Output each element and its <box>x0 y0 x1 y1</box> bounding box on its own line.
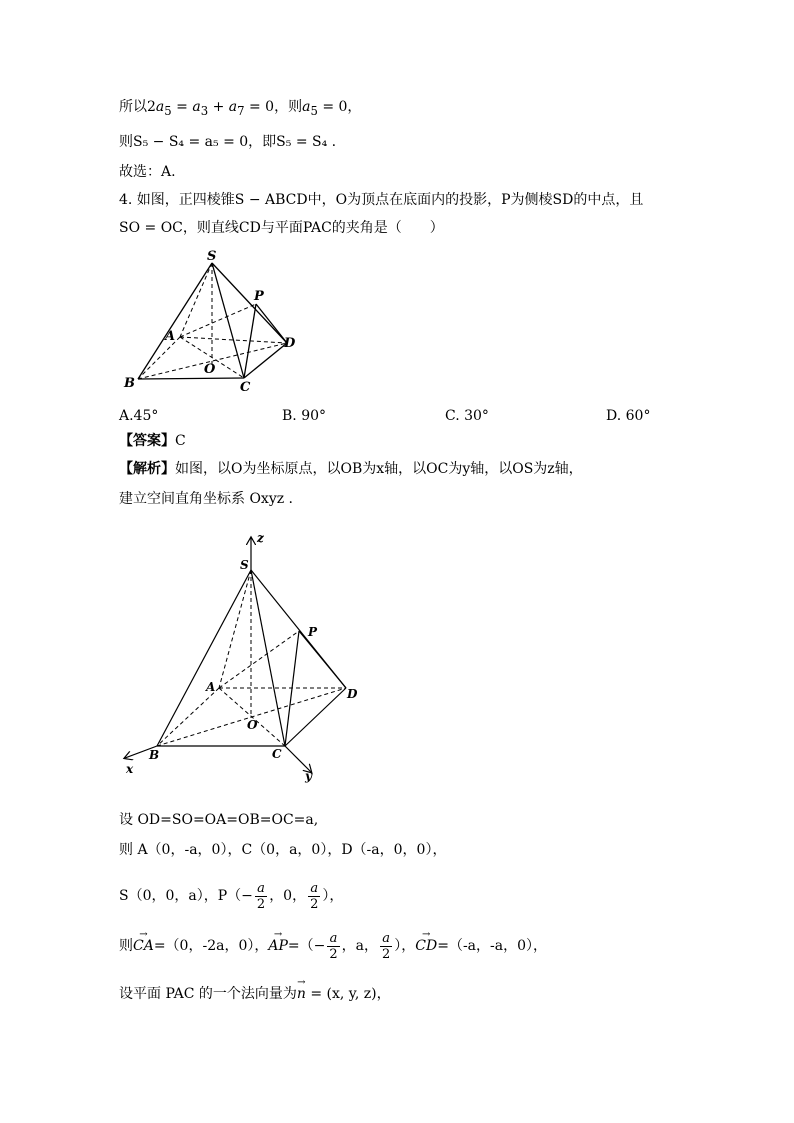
label-O: O <box>204 362 216 377</box>
label-S: S <box>240 558 249 572</box>
subscript: 3 <box>200 103 209 118</box>
label-A: A <box>165 329 176 344</box>
line-conclusion-1 <box>119 97 361 121</box>
label-C: C <box>272 747 282 761</box>
fraction-a-over-2: $\frac{a}{2}$ <box>310 880 319 912</box>
s-p-coordinates-line <box>119 878 343 914</box>
analysis-text: 如图，以O为坐标原点，以OB为x轴，以OC为y轴，以OS为z轴， <box>175 461 583 477</box>
pyramid-figure-1 <box>120 245 310 395</box>
var-a: a <box>155 99 165 115</box>
vector-AP: → AP <box>268 928 288 964</box>
label-B: B <box>124 376 135 391</box>
coord-system-line: 建立空间直角坐标系 Oxyz . <box>119 491 294 507</box>
text-seg: =（-a，-a，0）， <box>437 938 548 954</box>
label-C: C <box>240 380 251 395</box>
answer-label: 【答案】 <box>119 433 175 449</box>
vector-CA: → CA <box>133 928 154 964</box>
text-seg: ）， <box>394 938 416 954</box>
minus-sign: − <box>313 938 326 954</box>
coordinates-line: 则 A（0，-a，0），C（0，a，0），D（-a，0，0）， <box>119 842 447 858</box>
set-lengths-line: 设 OD=SO=OA=OB=OC=a, <box>119 812 319 828</box>
subscript: 5 <box>164 103 172 118</box>
text-seg: = (x, y, z)， <box>305 986 391 1002</box>
label-A: A <box>206 680 216 694</box>
text-seg: + <box>208 99 229 115</box>
fraction-a-over-2: $\frac{a}{2}$ <box>256 880 266 912</box>
answer-line <box>119 431 186 451</box>
text-seg: 所以2 <box>119 99 156 115</box>
vector-CD: → CD <box>415 928 437 964</box>
question-4-line-1: 4. 如图，正四棱锥S − ABCD中，O为顶点在底面内的投影，P为侧棱SD的中点，且 <box>119 192 644 208</box>
analysis-label: 【解析】 <box>119 461 175 477</box>
label-P: P <box>254 289 264 304</box>
line-conclusion-2: 则S₅ − S₄ = a₅ = 0，即S₅ = S₄ . <box>119 134 337 150</box>
axis-label-x: x <box>126 762 134 776</box>
label-B: B <box>149 748 160 762</box>
text-seg: = <box>171 99 193 115</box>
subscript: 7 <box>237 103 245 118</box>
axis-label-z: z <box>257 531 264 545</box>
option-d[interactable]: D. 60° <box>606 408 651 424</box>
text-seg: = 0，则 <box>244 99 303 115</box>
label-O: O <box>247 718 258 732</box>
minus-sign: − <box>241 888 253 904</box>
subscript: 5 <box>310 103 318 118</box>
fraction-a-over-2: $\frac{a}{2}$ <box>382 930 391 962</box>
normal-vector-line <box>119 984 391 1004</box>
text-seg: ）， <box>322 888 344 904</box>
text-seg: = 0， <box>317 99 362 115</box>
label-D: D <box>347 687 358 701</box>
vectors-line <box>119 928 547 964</box>
option-a[interactable]: A.45° <box>119 408 159 424</box>
var-a: a <box>302 99 311 115</box>
pyramid-figure-2 <box>115 528 375 788</box>
fraction-a-over-2: $\frac{a}{2}$ <box>329 930 338 962</box>
axis-label-y: y <box>305 769 312 783</box>
line-choice: 故选：A. <box>119 164 176 180</box>
label-D: D <box>284 336 296 351</box>
text-seg: 则 <box>119 938 133 954</box>
analysis-line <box>119 459 583 479</box>
label-S: S <box>207 249 217 264</box>
text-seg: =（ <box>287 938 314 954</box>
option-b[interactable]: B. 90° <box>282 408 327 424</box>
text-seg: ，a， <box>341 938 378 954</box>
label-P: P <box>308 625 318 639</box>
answer-value: C <box>175 433 186 449</box>
option-c[interactable]: C. 30° <box>445 408 489 424</box>
var-a: a <box>228 99 238 115</box>
text-seg: S（0，0，a），P（ <box>119 888 242 904</box>
text-seg: ，0， <box>269 888 307 904</box>
question-4-line-2: SO = OC，则直线CD与平面PAC的夹角是（ ） <box>119 220 444 236</box>
text-seg: =（0，-2a，0）， <box>153 938 269 954</box>
text-seg: 设平面 PAC 的一个法向量为 <box>119 986 297 1002</box>
vector-n: → n <box>297 984 306 1004</box>
var-a: a <box>192 99 201 115</box>
